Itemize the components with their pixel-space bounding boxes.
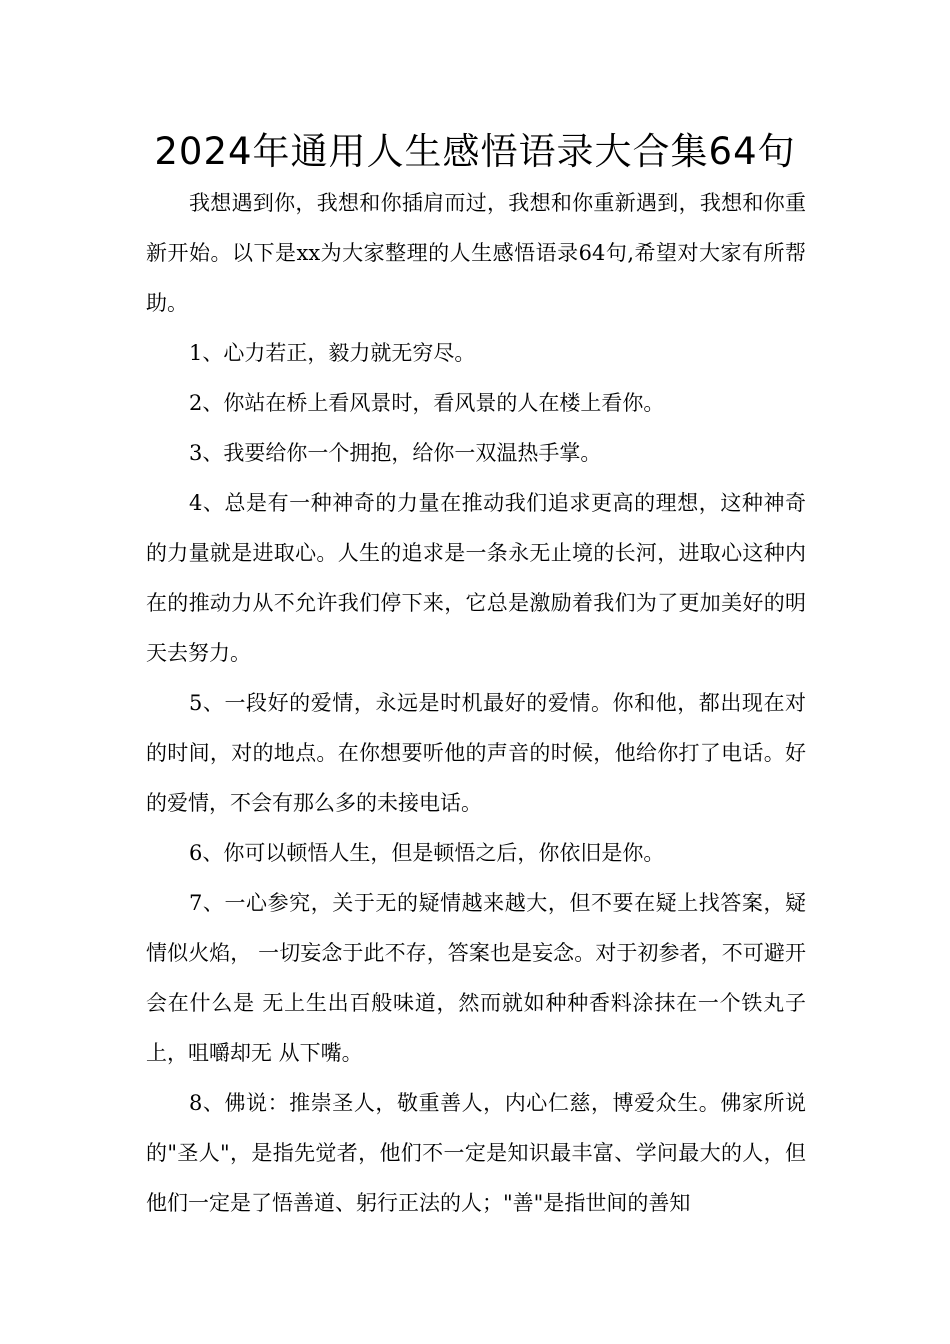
quote-paragraph: 5、一段好的爱情，永远是时机最好的爱情。你和他，都出现在对的时间，对的地点。在你想要听他的声音的时候，他给你打了电话。好的爱情，不会有那么多的未接电话。 [146,691,806,815]
quote-paragraph: 6、你可以顿悟人生，但是顿悟之后，你依旧是你。 [189,841,665,865]
quote-paragraph: 3、我要给你一个拥抱，给你一双温热手掌。 [189,441,602,465]
quote-paragraph: 7、一心参究，关于无的疑情越来越大，但不要在疑上找答案，疑情似火焰， 一切妄念于此不存，答案也是妄念。对于初参者，不可避开会在什么是 无上生出百般味道，然而就如种种香料涂抹在一个铁丸子上，咀嚼却无 从下嘴。 [146,891,806,1065]
quote-paragraph: 2、你站在桥上看风景时，看风景的人在楼上看你。 [189,391,665,415]
quote-paragraph: 4、总是有一种神奇的力量在推动我们追求更高的理想，这种神奇的力量就是进取心。人生的追求是一条永无止境的长河，进取心这种内在的推动力从不允许我们停下来，它总是激励着我们为了更加美好的明天去努力。 [146,491,806,665]
quote-paragraph: 1、心力若正，毅力就无穷尽。 [189,341,476,365]
document-title: 2024年通用人生感悟语录大合集64句 [154,130,796,173]
quote-paragraph: 8、佛说：推崇圣人，敬重善人，内心仁慈，博爱众生。佛家所说的"圣人"，是指先觉者，他们不一定是知识最丰富、学问最大的人，但他们一定是了悟善道、躬行正法的人；"善"是指世间的善知 [146,1091,806,1215]
intro-paragraph: 我想遇到你，我想和你插肩而过，我想和你重新遇到，我想和你重新开始。以下是xx为大家整理的人生感悟语录64句,希望对大家有所帮助。 [146,191,806,315]
document-body [146,178,806,1228]
